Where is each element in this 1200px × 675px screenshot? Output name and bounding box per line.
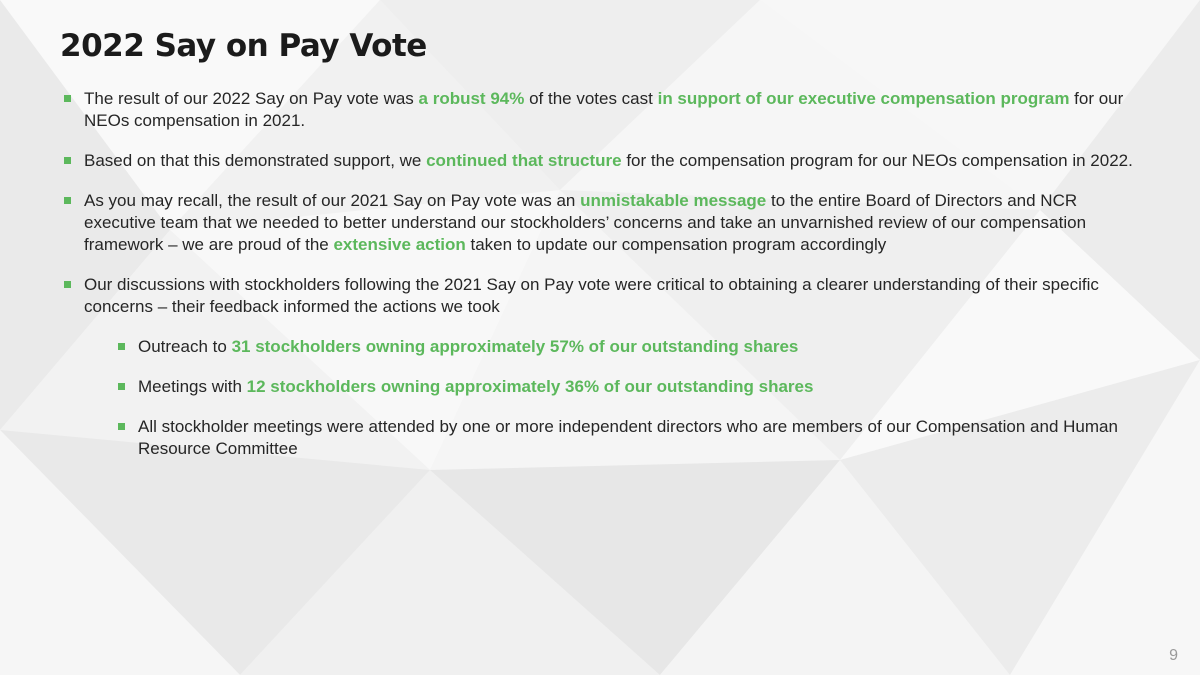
highlighted-text: extensive action <box>333 235 466 254</box>
bullet-text: Outreach to <box>138 337 232 356</box>
bullet-text: taken to update our compensation program accordingly <box>465 235 887 254</box>
bullet-text: As you may recall, the result of our 2021 Say on Pay vote was an <box>84 191 581 210</box>
bullet-text: The result of our 2022 Say on Pay vote was <box>84 89 419 108</box>
slide-title: 2022 Say on Pay Vote <box>60 28 427 64</box>
highlighted-text: a robust 94% <box>418 89 525 108</box>
bullet-text: Meetings with <box>138 377 247 396</box>
sub-bullet-item <box>118 376 1144 398</box>
bullet-item <box>64 190 1144 256</box>
bullet-text: Based on that this demonstrated support, we <box>84 151 427 170</box>
sub-bullet-item <box>118 336 1144 358</box>
sub-bullet-item <box>118 416 1144 460</box>
highlighted-text: unmistakable message <box>580 191 767 210</box>
bullet-square-icon <box>64 197 71 204</box>
page-number: 9 <box>1169 647 1178 664</box>
bullet-item <box>64 274 1144 318</box>
bullet-item <box>64 88 1144 132</box>
bullet-square-icon <box>64 157 71 164</box>
bullet-text: for our NEOs compensation in 2021. <box>84 89 1124 130</box>
highlighted-text: 12 stockholders owning approximately 36% of our outstanding shares <box>246 377 814 396</box>
bullet-text: All stockholder meetings were attended by one or more independent directors who are members of our Compensation and Human Resource Committee <box>138 417 1118 458</box>
bullet-text: of the votes cast <box>524 89 658 108</box>
highlighted-text: in support of our executive compensation program <box>657 89 1070 108</box>
bullet-square-icon <box>64 281 71 288</box>
bullet-item <box>64 150 1144 172</box>
bullet-text: for the compensation program for our NEOs compensation in 2022. <box>621 151 1133 170</box>
bullet-square-icon <box>118 423 125 430</box>
bullet-text: Our discussions with stockholders following the 2021 Say on Pay vote were critical to obtaining a clearer understanding of their specific concerns – their feedback informed the actions we took <box>84 275 1099 316</box>
bullet-square-icon <box>118 383 125 390</box>
highlighted-text: continued that structure <box>426 151 622 170</box>
bullet-square-icon <box>118 343 125 350</box>
bullet-list <box>64 88 1144 478</box>
bullet-square-icon <box>64 95 71 102</box>
bullet-text: to the entire Board of Directors and NCR executive team that we needed to better understand our stockholders’ concerns and take an unvarnished review of our compensation framework – we are proud of the <box>84 191 1087 254</box>
highlighted-text: 31 stockholders owning approximately 57% of our outstanding shares <box>231 337 799 356</box>
